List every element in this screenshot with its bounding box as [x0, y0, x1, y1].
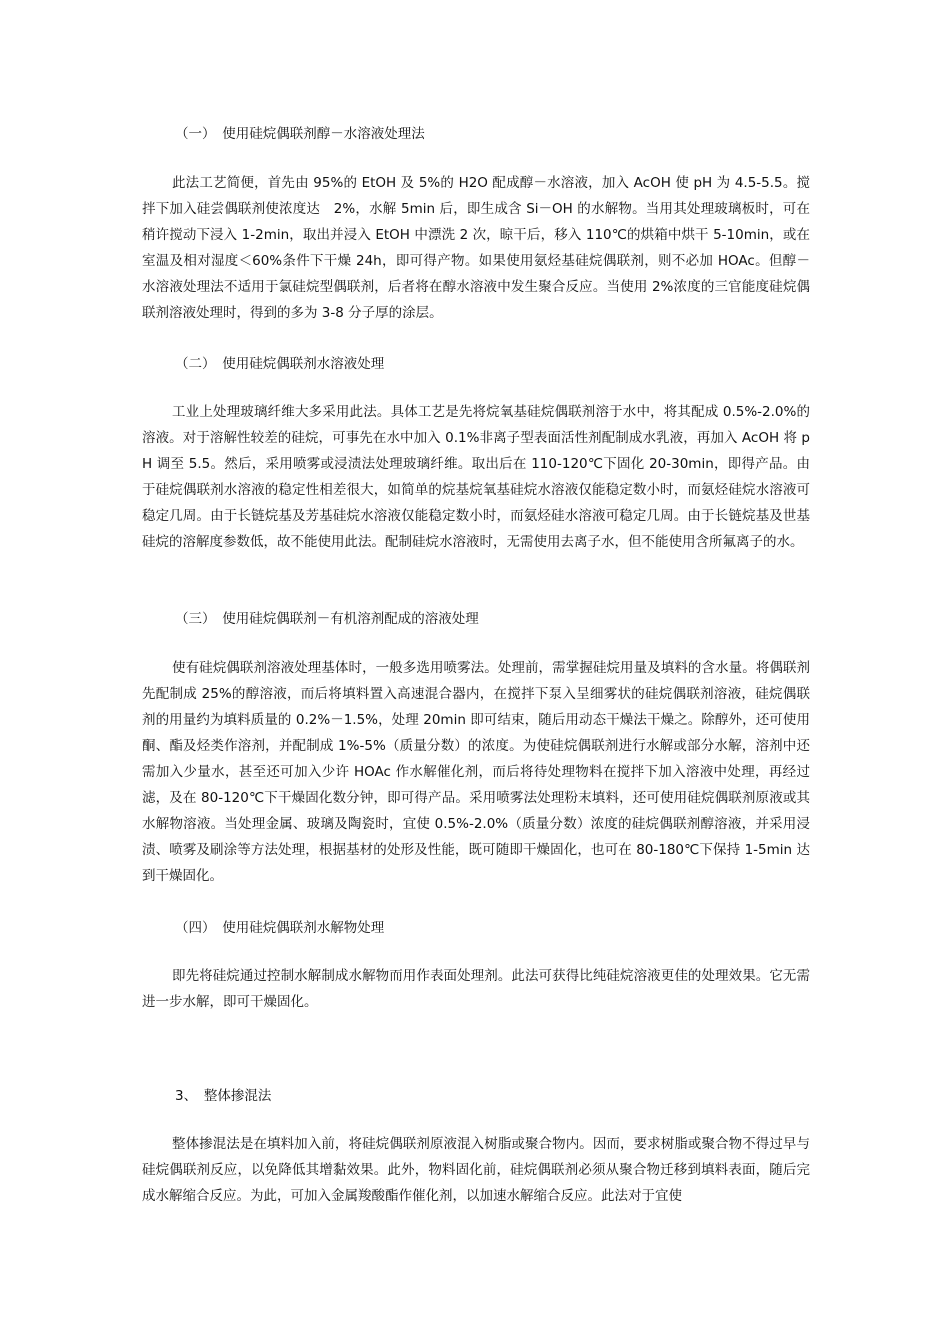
section-5-heading: 3、 整体掺混法 — [175, 1088, 272, 1104]
section-4-paragraph: 即先将硅烷通过控制水解制成水解物而用作表面处理剂。此法可获得比纯硅烷溶液更佳的处理效果。它无需进一步水解，即可干燥固化。 — [142, 968, 810, 1010]
section-1-paragraph: 此法工艺简便，首先由 95%的 EtOH 及 5%的 H2O 配成醇－水溶液，加入 AcOH 使 pH 为 4.5-5.5。搅拌下加入硅尝偶联剂使浓度达 2%，水解 5min 后，即生成含 Si－OH 的水解物。当用其处理玻璃板时，可在稍许搅动下浸入 1-2min，取出并浸入 EtOH 中漂洗 2 次，晾干后，移入 110℃的烘箱中烘干 5-10min，或在室温及相对湿度＜60%条件下干燥 24h，即可得产物。如果使用氨烃基硅烷偶联剂，则不必加 HOAc。但醇－水溶液处理法不适用于氯硅烷型偶联剂，后者将在醇水溶液中发生聚合反应。当使用 2%浓度的三官能度硅烷偶联剂溶液处理时，得到的多为 3-8 分子厚的涂层。 — [142, 175, 810, 321]
section-2-heading: （二） 使用硅烷偶联剂水溶液处理 — [175, 356, 385, 372]
section-5-paragraph: 整体掺混法是在填料加入前，将硅烷偶联剂原液混入树脂或聚合物内。因而，要求树脂或聚合物不得过早与硅烷偶联剂反应，以免降低其增黏效果。此外，物料固化前，硅烷偶联剂必须从聚合物迁移到填料表面，随后完成水解缩合反应。为此，可加入金属羧酸酯作催化剂，以加速水解缩合反应。此法对于宜使 — [142, 1136, 810, 1204]
section-2-paragraph: 工业上处理玻璃纤维大多采用此法。具体工艺是先将烷氧基硅烷偶联剂溶于水中，将其配成 0.5%-2.0%的溶液。对于溶解性较差的硅烷，可事先在水中加入 0.1%非离子型表面活性剂配制成水乳液，再加入 AcOH 将 pH 调至 5.5。然后，采用喷雾或浸渍法处理玻璃纤维。取出后在 110-120℃下固化 20-30min，即得产品。由于硅烷偶联剂水溶液的稳定性相差很大，如简单的烷基烷氧基硅烷水溶液仅能稳定数小时，而氨烃硅烷水溶液可稳定几周。由于长链烷基及芳基硅烷水溶液仅能稳定数小时，而氨烃硅水溶液可稳定几周。由于长链烷基及世基硅烷的溶解度参数低，故不能使用此法。配制硅烷水溶液时，无需使用去离子水，但不能使用含所氟离子的水。 — [142, 404, 810, 550]
section-3-heading: （三） 使用硅烷偶联剂－有机溶剂配成的溶液处理 — [175, 611, 479, 627]
section-4-heading: （四） 使用硅烷偶联剂水解物处理 — [175, 920, 385, 936]
section-3-paragraph: 使有硅烷偶联剂溶液处理基体时，一般多选用喷雾法。处理前，需掌握硅烷用量及填料的含水量。将偶联剂先配制成 25%的醇溶液，而后将填料置入高速混合器内，在搅拌下泵入呈细雾状的硅烷偶联剂溶液，硅烷偶联剂的用量约为填料质量的 0.2%－1.5%，处理 20min 即可结束，随后用动态干燥法干燥之。除醇外，还可使用酮、酯及烃类作溶剂，并配制成 1%-5%（质量分数）的浓度。为使硅烷偶联剂进行水解或部分水解，溶剂中还需加入少量水，甚至还可加入少许 HOAc 作水解催化剂，而后将待处理物料在搅拌下加入溶液中处理，再经过滤，及在 80-120℃下干燥固化数分钟，即可得产品。采用喷雾法处理粉末填料，还可使用硅烷偶联剂原液或其水解物溶液。当处理金属、玻璃及陶瓷时，宜使 0.5%-2.0%（质量分数）浓度的硅烷偶联剂醇溶液，并采用浸渍、喷雾及刷涂等方法处理，根据基材的处形及性能，既可随即干燥固化，也可在 80-180℃下保持 1-5min 达到干燥固化。 — [142, 660, 810, 884]
section-1-heading: （一） 使用硅烷偶联剂醇－水溶液处理法 — [175, 126, 425, 142]
